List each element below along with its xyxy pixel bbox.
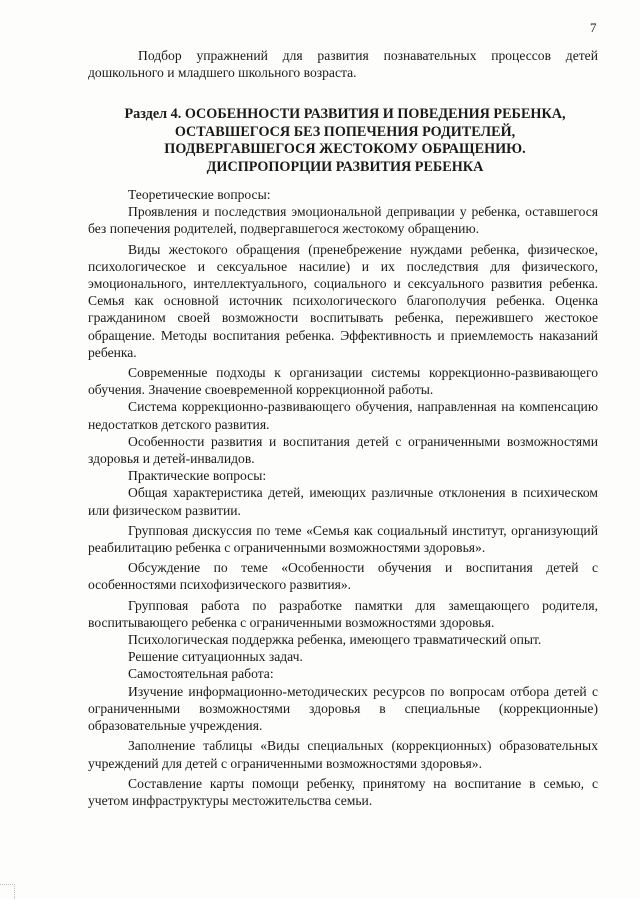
section-heading-line: Раздел 4. ОСОБЕННОСТИ РАЗВИТИЯ И ПОВЕДЕНИЯ РЕБЕНКА, — [124, 106, 566, 122]
body-paragraph: Общая характеристика детей, имеющих различные отклонения в психическом или физическом развитии. — [88, 485, 598, 518]
section-heading — [90, 106, 600, 176]
scan-corner-mark — [0, 884, 15, 899]
body-paragraph: Обсуждение по теме «Особенности обучения и воспитания детей с особенностями психофизического развития». — [88, 560, 598, 593]
section-body — [88, 186, 598, 812]
section-heading-line: ДИСПРОПОРЦИИ РАЗВИТИЯ РЕБЕНКА — [206, 158, 484, 175]
body-paragraph: Проявления и последствия эмоциональной депривации у ребенка, оставшегося без попечения родителей, подвергавшегося жестокому обращению. — [88, 204, 598, 237]
body-paragraph: Особенности развития и воспитания детей с ограниченными возможностями здоровья и детей-инвалидов. — [88, 433, 598, 467]
subheading-independent-work: Самостоятельная работа: — [128, 666, 274, 682]
body-paragraph: Виды жестокого обращения (пренебрежение нуждами ребенка, физическое, психологическое и сексуальное насилие) и их последствия для физического, эмоционального, интеллектуального, социального и сексуального развития ребенка. Семья как основной источник психологического благополучия ребенка. Оценка гражданином своей возможности воспитывать ребенка, пережившего жестокое обращение. Методы воспитания ребенка. Эффективность и приемлемость наказаний ребенка. — [88, 241, 598, 360]
section-heading-line: ПОДВЕРГАВШЕГОСЯ ЖЕСТОКОМУ ОБРАЩЕНИЮ. — [164, 141, 526, 158]
body-paragraph: Система коррекционно-развивающего обучения, направленная на компенсацию недостатков детского развития. — [88, 399, 598, 432]
body-paragraph: Изучение информационно-методических ресурсов по вопросам отбора детей с ограниченными возможностями здоровья в специальные (коррекционные) образовательные учреждения. — [88, 683, 598, 734]
subheading-theory: Теоретические вопросы: — [128, 187, 271, 202]
body-paragraph: Современные подходы к организации системы коррекционно-развивающего обучения. Значение своевременной коррекционной работы. — [88, 365, 598, 398]
body-paragraph: Групповая дискуссия по теме «Семья как социальный институт, организующий реабилитацию ребенка с ограниченными возможностями здоровья». — [88, 522, 598, 556]
section-heading-line: ОСТАВШЕГОСЯ БЕЗ ПОПЕЧЕНИЯ РОДИТЕЛЕЙ, — [174, 123, 516, 140]
page-number: 7 — [590, 20, 597, 35]
subheading-practice: Практические вопросы: — [128, 468, 267, 484]
intro-paragraph: Подбор упражнений для развития познавательных процессов детей дошкольного и младшего школьного возраста. — [88, 48, 598, 80]
body-paragraph: Составление карты помощи ребенку, принятому на воспитание в семью, с учетом инфраструктуры местожительства семьи. — [88, 775, 598, 808]
body-paragraph: Решение ситуационных задач. — [128, 649, 303, 665]
body-paragraph: Заполнение таблицы «Виды специальных (коррекционных) образовательных учреждений для детей с ограниченными возможностями здоровья». — [88, 738, 598, 771]
body-paragraph: Групповая работа по разработке памятки для замещающего родителя, воспитывающего ребенка с ограниченными возможностями здоровья. — [88, 597, 598, 630]
body-paragraph: Психологическая поддержка ребенка, имеющего травматический опыт. — [128, 632, 542, 648]
